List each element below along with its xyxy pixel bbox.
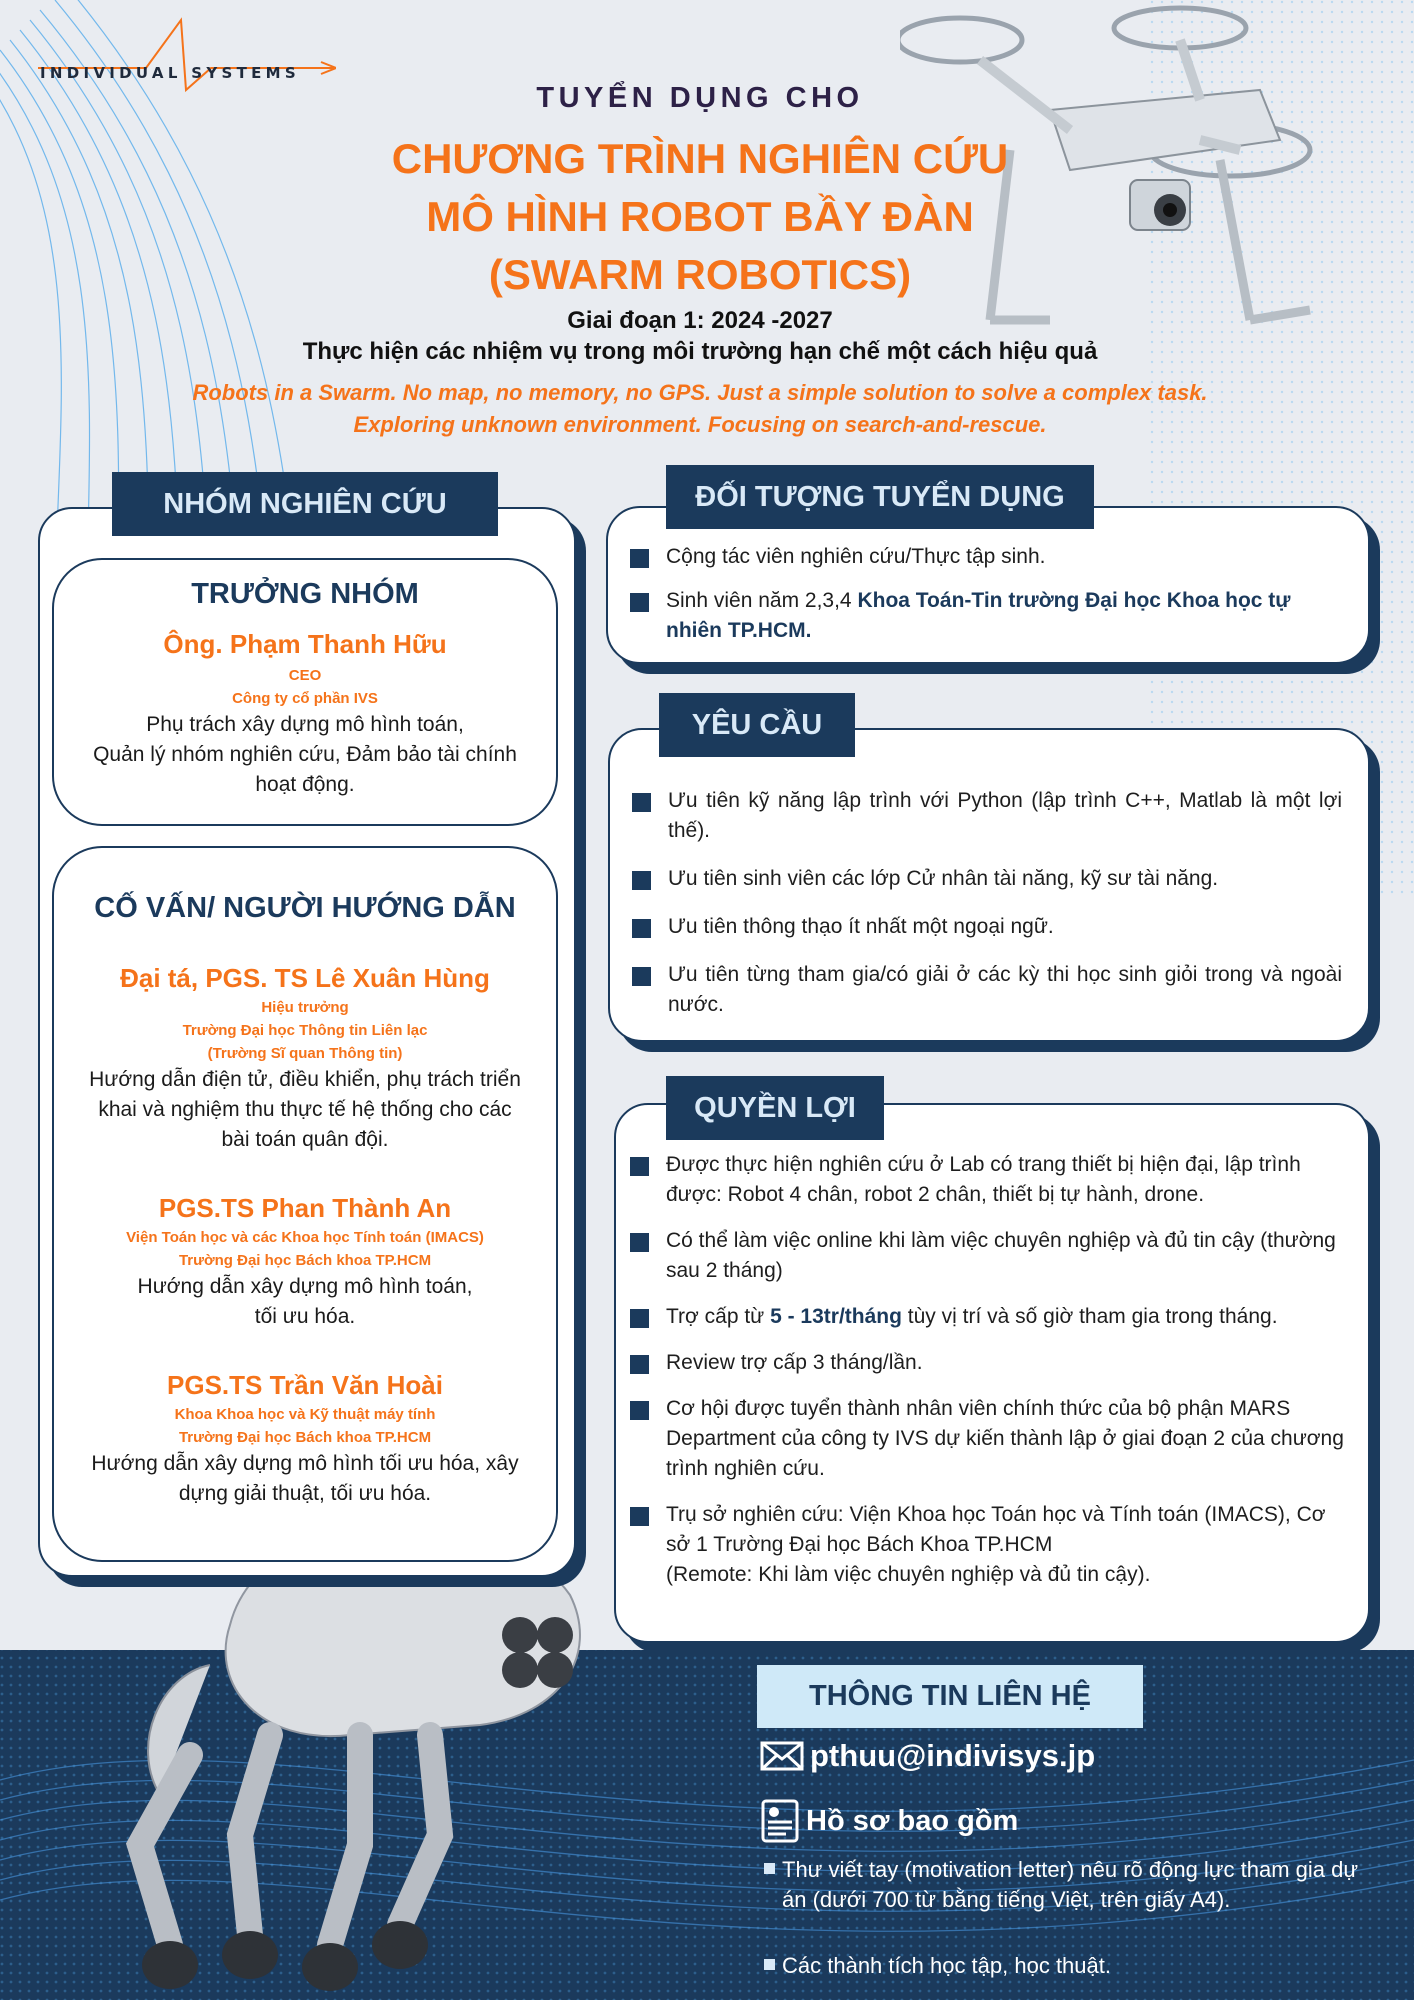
profile-heading: Hồ sơ bao gồm [806, 1804, 1019, 1837]
envelope-icon [760, 1739, 804, 1773]
document-icon [760, 1798, 800, 1844]
target-item-highlight: Khoa Toán-Tin trường Đại học Khoa học tự nhiên TP.HCM. [666, 589, 1291, 642]
pre-title: TUYỂN DỤNG CHO [536, 82, 864, 114]
leader-name: Ông. Phạm Thanh Hữu [163, 629, 447, 659]
bullet-square-icon [630, 1355, 649, 1374]
benefit-text: Cơ hội được tuyển thành nhân viên chính thức của bộ phận MARS Department của công ty IVS dự kiến thành lập ở giai đoạn 2 của chương trình nghiên cứu. [666, 1397, 1344, 1480]
benefit-text: Được thực hiện nghiên cứu ở Lab có trang thiết bị hiện đại, lập trình được: Robot 4 chân, robot 2 chân, thiết bị tự hành, drone. [666, 1153, 1301, 1206]
leader-desc: hoạt động. [255, 773, 355, 796]
bullet-square-icon [630, 1401, 649, 1420]
bullet-square-icon [632, 919, 651, 938]
bullet-square-icon [764, 1959, 775, 1970]
requirements-tab: YÊU CẦU [659, 693, 855, 757]
advisor-desc: tối ưu hóa. [254, 1305, 356, 1328]
bullet-square-icon [632, 967, 651, 986]
requirement-text: Ưu tiên thông thạo ít nhất một ngoại ngữ. [668, 915, 1054, 938]
title-line: (SWARM ROBOTICS) [488, 251, 912, 298]
advisor-desc: Hướng dẫn điện tử, điều khiển, phụ trách triển [89, 1068, 521, 1091]
leader-desc: Phụ trách xây dựng mô hình toán, [146, 713, 464, 736]
requirement-text: Ưu tiên kỹ năng lập trình với Python (lập trình C++, Matlab là một lợi thế). [668, 789, 1342, 842]
robot-dog-image [100, 1515, 660, 2000]
list-item [630, 1500, 1344, 1590]
target-item-text: Sinh viên năm 2,3,4 [666, 589, 858, 612]
benefit-text: (Remote: Khi làm việc chuyên nghiệp và đủ tin cậy). [666, 1563, 1151, 1586]
leader-box [52, 558, 558, 826]
bullet-square-icon [630, 1309, 649, 1328]
list-item [632, 960, 1342, 1020]
slogan [100, 377, 1300, 441]
advisor-role: Trường Đại học Bách khoa TP.HCM [178, 1429, 432, 1446]
team-tab: NHÓM NGHIÊN CỨU [112, 472, 498, 536]
bullet-square-icon [764, 1863, 775, 1874]
advisor-role: Khoa Khoa học và Kỹ thuật máy tính [174, 1406, 436, 1423]
list-item [630, 1394, 1344, 1484]
leader-title: CEO [288, 667, 322, 684]
list-item [630, 1150, 1344, 1210]
title-line: CHƯƠNG TRÌNH NGHIÊN CỨU [391, 135, 1009, 182]
subtitle: Thực hiện các nhiệm vụ trong môi trường hạn chế một cách hiệu quả [302, 338, 1098, 365]
benefits-tab: QUYỀN LỢI [666, 1076, 884, 1140]
benefit-text: Có thể làm việc online khi làm việc chuyên nghiệp và đủ tin cậy (thường sau 2 tháng) [666, 1229, 1336, 1282]
benefits-list [630, 1150, 1344, 1590]
target-list [630, 542, 1350, 646]
benefit-text: tùy vị trí và số giờ tham gia trong tháng. [901, 1305, 1278, 1328]
slogan-line: Exploring unknown environment. Focusing on search-and-rescue. [353, 412, 1047, 437]
advisor-role: Trường Đại học Bách khoa TP.HCM [178, 1252, 432, 1269]
requirement-text: Ưu tiên từng tham gia/có giải ở các kỳ thi học sinh giỏi trong và ngoài nước. [668, 963, 1342, 1016]
title-line: MÔ HÌNH ROBOT BẦY ĐÀN [426, 193, 974, 240]
list-item [630, 586, 1350, 646]
profile-list [764, 1855, 1384, 2000]
profile-item-text: Các thành tích học tập, học thuật. [782, 1953, 1111, 1978]
bullet-square-icon [630, 1233, 649, 1252]
advisor-name: PGS.TS Trần Văn Hoài [167, 1370, 443, 1400]
advisor-role: Hiệu trưởng [261, 999, 349, 1016]
leader-desc: Quản lý nhóm nghiên cứu, Đảm bảo tài chính [93, 743, 517, 766]
bullet-square-icon [630, 549, 649, 568]
stipend-amount: 5 - 13tr/tháng [770, 1305, 902, 1328]
bullet-square-icon [630, 1507, 649, 1526]
target-item-text: Cộng tác viên nghiên cứu/Thực tập sinh. [666, 545, 1046, 568]
email-row [760, 1738, 1095, 1774]
advisor-desc: Hướng dẫn xây dựng mô hình toán, [137, 1275, 473, 1298]
requirement-text: Ưu tiên sinh viên các lớp Cử nhân tài năng, kỹ sư tài năng. [668, 867, 1219, 890]
slogan-line: Robots in a Swarm. No map, no memory, no GPS. Just a simple solution to solve a complex task. [192, 380, 1208, 405]
contact-tab: THÔNG TIN LIÊN HỆ [757, 1665, 1143, 1728]
email-link[interactable]: pthuu@indivisys.jp [810, 1738, 1096, 1773]
advisor-role: Viện Toán học và các Khoa học Tính toán (IMACS) [126, 1229, 484, 1246]
list-item [764, 1855, 1384, 1915]
list-item [630, 1226, 1344, 1286]
advisor-role: Trường Đại học Thông tin Liên lạc [182, 1022, 428, 1039]
benefit-text: Review trợ cấp 3 tháng/lần. [666, 1351, 923, 1374]
advisor-desc: khai và nghiệm thu thực tế hệ thống cho các [98, 1098, 512, 1121]
list-item [630, 1302, 1344, 1332]
target-tab: ĐỐI TƯỢNG TUYỂN DỤNG [666, 465, 1094, 529]
phase-text: Giai đoạn 1: 2024 -2027 [567, 307, 833, 334]
advisor-name: Đại tá, PGS. TS Lê Xuân Hùng [120, 963, 490, 993]
profile-row [760, 1798, 1018, 1844]
advisor-box [52, 846, 558, 1562]
advisor-heading: CỐ VẤN/ NGƯỜI HƯỚNG DẪN [94, 892, 516, 924]
benefit-text: Trụ sở nghiên cứu: Viện Khoa học Toán học và Tính toán (IMACS), Cơ sở 1 Trường Đại học Bách Khoa TP.HCM [666, 1503, 1326, 1556]
advisor-desc: dựng giải thuật, tối ưu hóa. [178, 1482, 432, 1505]
list-item [764, 1951, 1384, 1981]
leader-heading: TRƯỞNG NHÓM [191, 578, 419, 610]
benefit-text: Trợ cấp từ [666, 1305, 771, 1328]
list-item [632, 786, 1342, 846]
bullet-square-icon [630, 593, 649, 612]
advisor-name: PGS.TS Phan Thành An [158, 1193, 452, 1223]
list-item [630, 542, 1350, 572]
logo-text: INDIVIDUAL SYSTEMS [40, 64, 300, 82]
advisor-desc: Hướng dẫn xây dựng mô hình tối ưu hóa, xây [91, 1452, 519, 1475]
list-item [632, 912, 1342, 942]
bullet-square-icon [632, 871, 651, 890]
profile-item-text: Thư viết tay (motivation letter) nêu rõ động lực tham gia dự án (dưới 700 từ bằng tiếng Việt, trên giấy A4). [782, 1857, 1359, 1912]
main-title [100, 130, 1300, 304]
requirements-list [632, 786, 1342, 1020]
list-item [632, 864, 1342, 894]
bullet-square-icon [630, 1157, 649, 1176]
advisor-desc: bài toán quân đội. [221, 1128, 389, 1151]
leader-org: Công ty cổ phần IVS [232, 690, 378, 707]
bullet-square-icon [632, 793, 651, 812]
advisor-role: (Trường Sĩ quan Thông tin) [207, 1045, 403, 1062]
list-item [630, 1348, 1344, 1378]
